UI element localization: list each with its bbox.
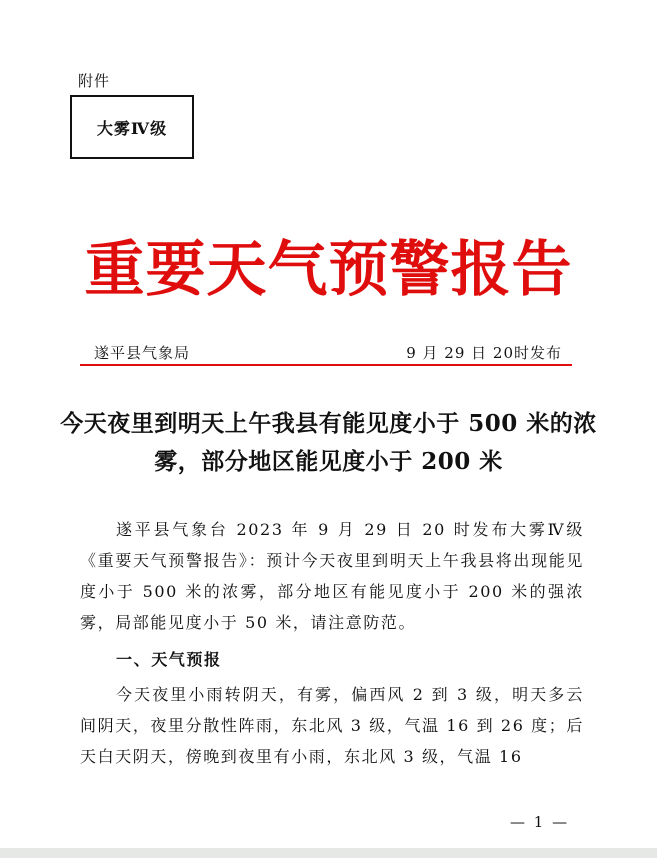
warning-level-label: 大雾Ⅳ级 — [96, 118, 168, 138]
report-title: 重要天气预警报告 — [84, 235, 573, 305]
page-number: — 1 — — [510, 813, 570, 831]
viewer-bottom-bar — [0, 848, 657, 858]
red-divider-rule — [80, 364, 572, 366]
headline: 今天夜里到明天上午我县有能见度小于 500 米的浓雾，部分地区能见度小于 200 米 — [60, 410, 597, 475]
issuer-line — [80, 342, 572, 364]
issue-time: 9 月 29 日 20时发布 — [406, 344, 562, 362]
issuer-name: 遂平县气象局 — [94, 344, 191, 362]
attachment-label: 附件 — [78, 72, 111, 90]
paragraph-forecast: 今天夜里小雨转阴天，有雾，偏西风 2 到 3 级，明天多云间阴天，夜里分散性阵雨，东北风 3 级，气温 16 到 26 度；后天白天阴天，傍晚到夜里有小雨，东北风 3 级，气温 16 — [80, 685, 584, 766]
warning-level-box — [70, 95, 194, 159]
paragraph-intro: 遂平县气象台 2023 年 9 月 29 日 20 时发布大雾Ⅳ级《重要天气预警报告》：预计今天夜里到明天上午我县将出现能见度小于 500 米的浓雾，部分地区有能见度小于 200 米的强浓雾，局部能见度小于 50 米，请注意防范。 — [80, 520, 584, 632]
section-heading-forecast: 一、天气预报 — [116, 650, 222, 669]
